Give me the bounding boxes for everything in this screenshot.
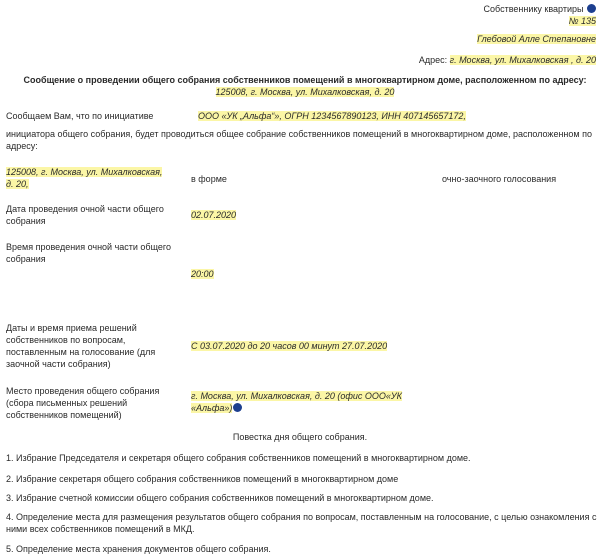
time-value-line bbox=[191, 268, 214, 280]
owner-label: Собственнику квартиры bbox=[483, 4, 584, 14]
address-value: г. Москва, ул. Михалковская , д. 20 bbox=[449, 55, 596, 65]
agenda-item: 4. Определение места для размещения результатов общего собрания по вопросам, поставленным на голосование, с целью ознакомления с ними всех собственников помещений в МКД. bbox=[6, 512, 597, 534]
date-label: Дата проведения очной части общего собрания bbox=[6, 204, 164, 226]
apartment-number-line bbox=[569, 15, 596, 27]
document-title-address: 125008, г. Москва, ул. Михалковская, д. 20 bbox=[215, 87, 395, 97]
date-value: 02.07.2020 bbox=[191, 210, 237, 220]
place-label: Место проведения общего собрания (сбора письменных решений собственников помещений) bbox=[6, 386, 160, 420]
acceptance-value: С 03.07.2020 до 20 часов 00 минут 27.07.2020 bbox=[191, 341, 388, 351]
agenda-title: Повестка дня общего собрания. bbox=[232, 432, 368, 442]
acceptance-label: Даты и время приема решений собственников по вопросам, поставленным на голосование (для заочной части собрания) bbox=[6, 323, 156, 369]
initiator-line bbox=[198, 110, 466, 122]
form-label: в форме bbox=[191, 174, 227, 184]
annotation-marker-icon[interactable] bbox=[587, 4, 596, 13]
intro-continuation: инициатора общего собрания, будет проводиться общее собрание собственников помещений в многоквартирном доме, расположенном по адресу: bbox=[6, 129, 592, 151]
annotation-marker-icon[interactable] bbox=[233, 403, 242, 412]
place-value-block bbox=[191, 390, 421, 414]
document-title: Сообщение о проведении общего собрания собственников помещений в многоквартирном доме, расположенном по адресу: bbox=[23, 75, 587, 85]
owner-label-line bbox=[484, 3, 596, 15]
agenda-item: 5. Определение места хранения документов общего собрания. bbox=[6, 544, 271, 554]
form-address-block bbox=[6, 166, 171, 190]
document-title-address-line bbox=[0, 86, 610, 98]
recipient-name: Глебовой Алле Степановне bbox=[477, 34, 596, 44]
address-line bbox=[419, 54, 596, 66]
intro-lead: Сообщаем Вам, что по инициативе bbox=[6, 111, 154, 121]
form-address: 125008, г. Москва, ул. Михалковская, д. 20, bbox=[6, 167, 163, 189]
recipient-line bbox=[477, 33, 596, 45]
form-value: очно-заочного голосования bbox=[442, 174, 557, 184]
agenda-item: 2. Избрание секретаря общего собрания собственников помещений в многоквартирном доме bbox=[6, 474, 399, 484]
agenda-item: 3. Избрание счетной комиссии общего собрания собственников помещений в многоквартирном доме. bbox=[6, 493, 434, 503]
acceptance-value-line bbox=[191, 340, 387, 352]
time-value: 20:00 bbox=[191, 269, 214, 279]
apartment-number: № 135 bbox=[568, 16, 596, 26]
place-value: г. Москва, ул. Михалковская, д. 20 (офис ООО«УК «Альфа») bbox=[191, 391, 402, 413]
agenda-item: 1. Избрание Председателя и секретаря общего собрания собственников помещений в многоквартирном доме. bbox=[6, 453, 471, 463]
address-label: Адрес: bbox=[418, 55, 450, 65]
time-label: Время проведения очной части общего собрания bbox=[6, 242, 171, 264]
date-value-line bbox=[191, 209, 236, 221]
initiator: ООО «УК „Альфа“», ОГРН 1234567890123, ИНН 407145657172, bbox=[198, 111, 466, 121]
